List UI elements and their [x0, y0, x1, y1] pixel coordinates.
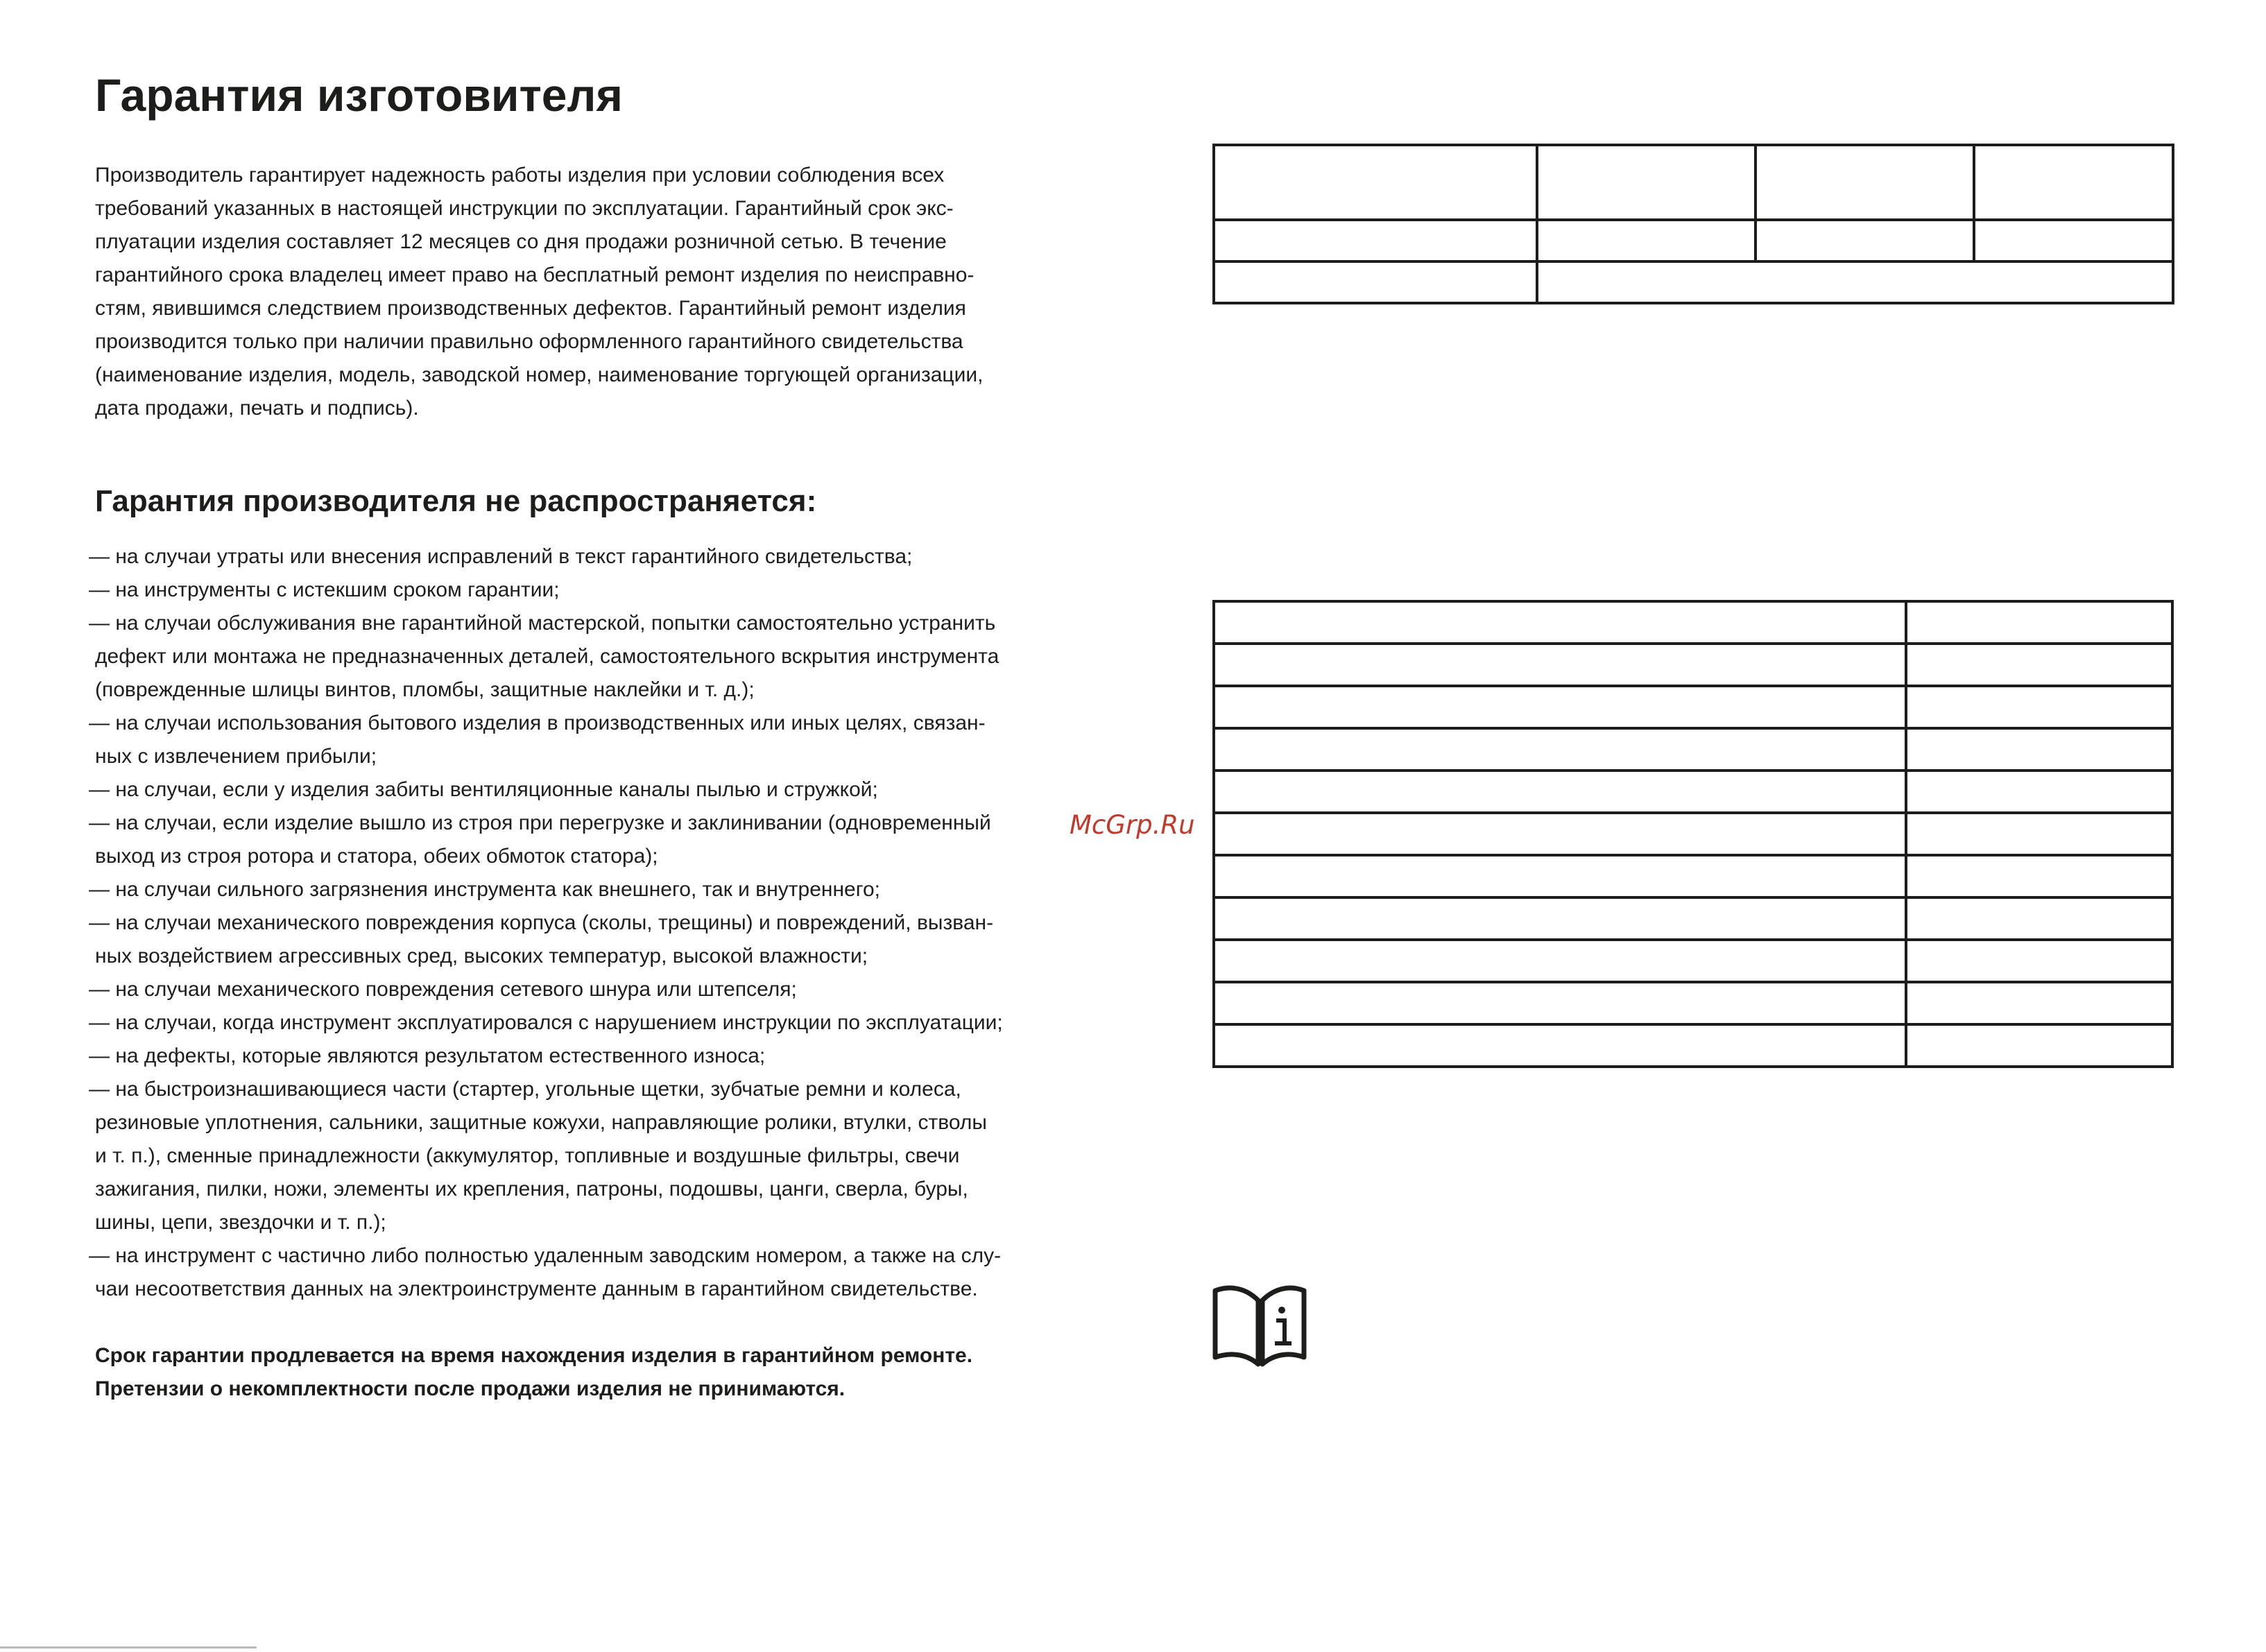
list-item-line: — на инструменты с истекшим сроком гарантии; — [89, 578, 560, 601]
table-row — [1214, 644, 2172, 686]
table-row — [1214, 601, 2172, 644]
table-row — [1214, 686, 2172, 728]
intro-line: Производитель гарантирует надежность работы изделия при условии соблюдения всех — [95, 164, 945, 187]
table-cell — [1214, 771, 1906, 813]
table-cell — [1214, 261, 1537, 303]
table-cell — [1537, 220, 1756, 261]
table-cell — [1214, 982, 1906, 1024]
list-item-line: резиновые уплотнения, сальники, защитные кожухи, направляющие ролики, втулки, стволы — [95, 1111, 987, 1134]
list-item-line: ных воздействием агрессивных сред, высоких температур, высокой влажности; — [95, 945, 868, 967]
list-item-line: — на случаи механического повреждения корпуса (сколы, трещины) и повреждений, вызван- — [89, 911, 994, 934]
list-item-line: выход из строя ротора и статора, обеих обмоток статора); — [95, 845, 658, 868]
list-item-line: — на инструмент с частично либо полностью удаленным заводским номером, а также на слу- — [89, 1244, 1002, 1267]
list-item — [89, 707, 1074, 773]
list-item-line: — на дефекты, которые являются результатом естественного износа; — [89, 1044, 766, 1067]
table-cell — [1214, 145, 1537, 220]
exclusions-list — [89, 540, 1074, 1306]
table-cell — [1906, 897, 2172, 940]
list-item — [89, 1006, 1074, 1040]
table-cell — [1214, 728, 1906, 771]
table-cell — [1906, 601, 2172, 644]
list-item-line: — на случаи сильного загрязнения инструмента как внешнего, так и внутреннего; — [89, 878, 880, 901]
warranty-notes — [95, 1339, 972, 1406]
list-item-line: дефект или монтажа не предназначенных деталей, самостоятельного вскрытия инструмента — [95, 645, 999, 668]
open-book-info-icon — [1211, 1285, 1308, 1368]
list-item-line: — на случаи утраты или внесения исправлений в текст гарантийного свидетельства; — [89, 545, 913, 568]
table-cell — [1906, 855, 2172, 897]
intro-line: (наименование изделия, модель, заводской номер, наименование торгующей организации, — [95, 363, 984, 386]
note-line: Срок гарантии продлевается на время нахождения изделия в гарантийном ремонте. — [95, 1344, 973, 1367]
list-item-line: и т. п.), сменные принадлежности (аккумулятор, топливные и воздушные фильтры, свечи — [95, 1144, 960, 1167]
table-cell — [1906, 982, 2172, 1024]
list-item — [89, 807, 1074, 873]
exclusions-title: Гарантия производителя не распространяется: — [95, 484, 817, 518]
warranty-intro — [95, 159, 1066, 425]
bottom-strip — [0, 1646, 257, 1649]
intro-line: требований указанных в настоящей инструкции по эксплуатации. Гарантийный срок экс- — [95, 197, 954, 220]
table-row — [1214, 771, 2172, 813]
list-item-line: — на быстроизнашивающиеся части (стартер, угольные щетки, зубчатые ремни и колеса, — [89, 1078, 961, 1101]
table-row — [1214, 897, 2172, 940]
table-cell — [1214, 1024, 1906, 1067]
intro-line: дата продажи, печать и подпись). — [95, 397, 419, 420]
intro-line: стям, явившимся следствием производственных дефектов. Гарантийный ремонт изделия — [95, 297, 966, 320]
table-cell — [1906, 644, 2172, 686]
list-item-line: — на случаи механического повреждения сетевого шнура или штепселя; — [89, 978, 797, 1001]
table-row — [1214, 940, 2172, 982]
table-row — [1214, 982, 2172, 1024]
table-cell — [1906, 728, 2172, 771]
list-item — [89, 574, 1074, 607]
table-cell — [1214, 897, 1906, 940]
table-cell — [1214, 813, 1906, 855]
list-item — [89, 1040, 1074, 1073]
list-item — [89, 1073, 1074, 1239]
table-cell — [1537, 145, 1756, 220]
table-cell — [1214, 601, 1906, 644]
list-item — [89, 1239, 1074, 1306]
intro-line: производится только при наличии правильно оформленного гарантийного свидетельства — [95, 330, 963, 353]
list-item-line: — на случаи, когда инструмент эксплуатировался с нарушением инструкции по эксплуатации; — [89, 1011, 1003, 1034]
table-row — [1214, 1024, 2172, 1067]
list-item-line: — на случаи использования бытового изделия в производственных или иных целях, связан- — [89, 712, 986, 734]
list-item-line: — на случаи, если изделие вышло из строя при перегрузке и заклинивании (одновременный — [89, 811, 991, 834]
intro-line: гарантийного срока владелец имеет право на бесплатный ремонт изделия по неисправно- — [95, 264, 975, 286]
list-item — [89, 873, 1074, 906]
table-cell — [1974, 145, 2173, 220]
table-cell — [1906, 1024, 2172, 1067]
table-cell — [1537, 261, 2173, 303]
table-cell — [1906, 771, 2172, 813]
table-cell — [1756, 145, 1974, 220]
table-row — [1214, 813, 2172, 855]
table-cell — [1214, 940, 1906, 982]
table-cell — [1756, 220, 1974, 261]
list-item — [89, 607, 1074, 707]
table-cell — [1974, 220, 2173, 261]
list-item — [89, 773, 1074, 807]
table-cell — [1906, 940, 2172, 982]
list-item-line: чаи несоответствия данных на электроинструменте данным в гарантийном свидетельстве. — [95, 1277, 978, 1300]
list-item-line: ных с извлечением прибыли; — [95, 745, 377, 768]
note-line: Претензии о некомплектности после продажи изделия не принимаются. — [95, 1377, 846, 1400]
table-cell — [1214, 686, 1906, 728]
table-cell — [1906, 813, 2172, 855]
table-cell — [1214, 644, 1906, 686]
list-item — [89, 540, 1074, 574]
list-item-line: — на случаи обслуживания вне гарантийной мастерской, попытки самостоятельно устранить — [89, 612, 996, 635]
repairs-table — [1212, 600, 2174, 1068]
list-item — [89, 973, 1074, 1006]
table-cell — [1214, 220, 1537, 261]
list-item-line: шины, цепи, звездочки и т. п.); — [95, 1211, 386, 1234]
intro-line: плуатации изделия составляет 12 месяцев со дня продажи розничной сетью. В течение — [95, 230, 947, 253]
table-row — [1214, 855, 2172, 897]
page-title: Гарантия изготовителя — [95, 69, 623, 121]
list-item-line: зажигания, пилки, ножи, элементы их крепления, патроны, подошвы, цанги, сверла, буры, — [95, 1178, 968, 1201]
table-cell — [1214, 855, 1906, 897]
warranty-card-table — [1212, 144, 2174, 304]
watermark: McGrp.Ru — [1070, 810, 1195, 840]
table-cell — [1906, 686, 2172, 728]
table-row — [1214, 728, 2172, 771]
list-item-line: (поврежденные шлицы винтов, пломбы, защитные наклейки и т. д.); — [95, 678, 755, 701]
list-item — [89, 906, 1074, 973]
list-item-line: — на случаи, если у изделия забиты вентиляционные каналы пылью и стружкой; — [89, 778, 878, 801]
